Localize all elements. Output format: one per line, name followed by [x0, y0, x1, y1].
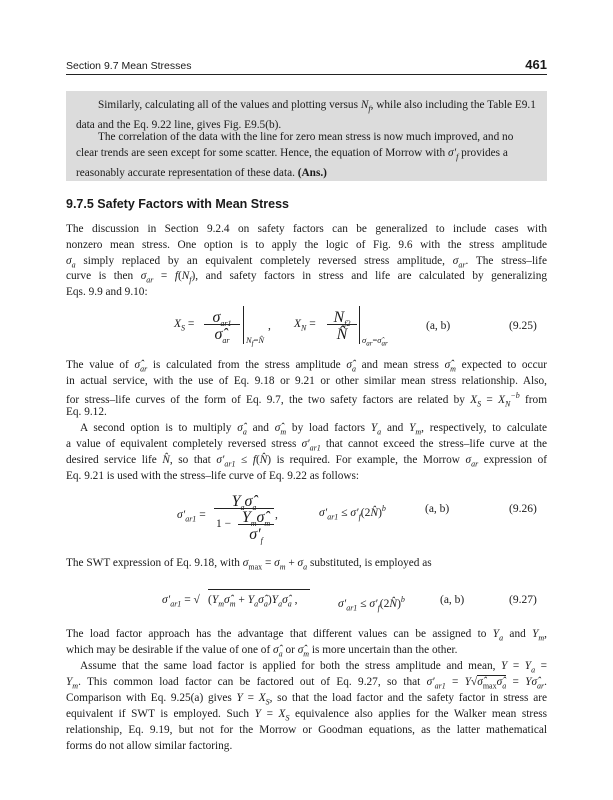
eq925-lhs-b: $X_N$ =: [294, 318, 316, 333]
eq927-radicand: ($Y_m\sigmâ_m$ + $Y_a\sigmâ_a)Y_a\sigmâ_a$ ,: [208, 594, 298, 609]
eq925-eval-bar-a: [243, 306, 244, 344]
para5-line-3: Comparison with Eq. 9.25(a) gives $Y = X_S$, so that the load factor and the safety factor in stress are: [66, 692, 547, 707]
section-label: Section 9.7 Mean Stresses: [66, 60, 192, 72]
eq926-inner-num: $Y_m\sigmâ_m$: [241, 509, 271, 529]
para1-line-1: The discussion in Section 9.2.4 on safety factors can be generalized to include cases with: [66, 223, 547, 235]
para1-line-4: curve is then $\sigma_{ar} = f(N_f)$, and safety factors in stress and life are calculated by generalizing: [66, 270, 547, 285]
eq925-bar-b: [327, 324, 357, 325]
para4-line-1: The load factor approach has the advantage that different values can be assigned to $Y_a$ and $Y_m$,: [66, 628, 547, 643]
para5-line-4: equivalent if SWT is employed. Such $Y = X_S$ equivalence also applies for the Walker mean stress: [66, 708, 547, 723]
eq925-num-b: $N_{f2}$: [333, 309, 351, 329]
running-header: [66, 58, 547, 72]
swt-line: The SWT expression of Eq. 9.18, with $\sigma_{max} = \sigma_m + \sigma_a$ substituted, is employed as: [66, 557, 432, 572]
eq925-comma: ,: [268, 320, 271, 332]
eq926-rhs: $\sigma'_{ar1}$ ≤ $\sigma'_f(2N̂)^b$: [319, 504, 386, 522]
para2-line-3: for stress–life curves of the form of Eq. 9.7, the two safety factors are related by $X_S = X_N^{-b}$ from: [66, 391, 547, 409]
para5-line-5: relationship, Eq. 9.19, but not for the Morrow or Goodman equations, as the latter mathematical: [66, 724, 547, 736]
eq927-rhs: $\sigma'_{ar1}$ ≤ $\sigma'_f(2N̂)^b$: [338, 595, 405, 613]
para2-line-2: in actual service, with the use of Eq. 9.18 or 9.21 or other similar mean stress relationship. Also,: [66, 375, 547, 387]
example-box: [66, 91, 547, 181]
page-number: 461: [525, 57, 547, 72]
para5-line-1: Assume that the same load factor is applied for both the stress amplitude and mean, $Y = Y_a$ =: [80, 660, 547, 675]
eq925-eval-b: $\sigma_{ar}=\sigmâ_{ar}$: [362, 335, 388, 348]
eq926-inner-den: $\sigma'_f$: [249, 526, 263, 546]
para5-line-2: $Y_m$. This common load factor can be factored out of Eq. 9.27, so that $\sigma'_{ar1}$ = $Y√\sigmâ_{max}\sigmâ_a$ = $Y\sigmâ_{ar}$.: [66, 676, 547, 691]
eq926-lhs: $\sigma'_{ar1}$ =: [177, 509, 206, 524]
para3-line-2: a value of equivalent completely reversed stress $\sigma'_{ar1}$ that cannot exceed the stress–life curve at the: [66, 438, 547, 453]
para1-line-5: Eqs. 9.9 and 9.10:: [66, 286, 148, 298]
para5-line-6: forms do not allow similar factoring.: [66, 740, 233, 752]
header-rule: [66, 74, 547, 75]
eq925-eval-bar-b: [359, 306, 360, 344]
para3-line-3: desired service life N̂, so that $\sigma'_{ar1}$ ≤ f(N̂) is required. For example, the Morrow $\sigma_{ar}$ expression of: [66, 454, 548, 469]
box-paragraph-1: Similarly, calculating all of the values and plotting versus $N_f$, while also including the Table E9.1 data and the Eq. 9.22 line, gives Fig. E9.5(b).: [76, 99, 536, 132]
eq925-den-b: N̂: [336, 326, 348, 343]
para1-line-3: $\sigma_a$ simply replaced by an equivalent completely reversed stress amplitude, $\sigma_{ar}$. The stress–life: [66, 255, 547, 270]
section-title: 9.7.5 Safety Factors with Mean Stress: [66, 197, 290, 211]
eq927-sqrt-bar: [208, 589, 310, 590]
eq925-tag: (a, b): [426, 320, 451, 332]
eq925-num-a: $\sigma_{ar1}$: [212, 309, 232, 329]
eq925-bar-a: [204, 324, 240, 325]
para1-line-2: nonzero mean stress. One option is to apply the logic of Fig. 9.6 with the stress amplitude: [66, 239, 547, 251]
eq926-num: $Y_a\sigmâ_a$: [231, 493, 257, 513]
para2-line-4: Eq. 9.12.: [66, 406, 107, 418]
eq925-number: (9.25): [509, 320, 537, 332]
eq926-one-minus: 1 −: [216, 518, 232, 530]
para4-line-2: which may be desirable if the value of one of $\sigmâ_a$ or $\sigmâ_m$ is more uncertain than the other.: [66, 644, 458, 659]
eq925-eval-a: $N_f=N̂$: [246, 335, 265, 348]
para3-line-1: A second option is to multiply $\sigmâ_a$ and $\sigmâ_m$ by load factors $Y_a$ and $Y_m$, respectively, to calculate: [80, 422, 547, 437]
eq926-tag: (a, b): [425, 503, 450, 515]
eq926-inner-bar: [238, 524, 274, 525]
eq927-number: (9.27): [509, 594, 537, 606]
para3-line-4: Eq. 9.21 is used with the stress–life curve of Eq. 9.22 as follows:: [66, 470, 360, 482]
eq927-lhs: $\sigma'_{ar1}$ = √: [162, 594, 200, 609]
eq926-comma: ,: [275, 509, 278, 521]
para2-line-1: The value of $\sigmâ_{ar}$ is calculated from the stress amplitude $\sigmâ_a$ and mean stress $\sigmâ_m$ expected to occur: [66, 359, 547, 374]
eq926-number: (9.26): [509, 503, 537, 515]
eq927-tag: (a, b): [440, 594, 465, 606]
eq925-lhs-a: $X_S$ =: [174, 318, 195, 333]
eq925-den-a: $\sigmâ_{ar}$: [214, 326, 230, 346]
box-paragraph-2: The correlation of the data with the line for zero mean stress is now much improved, and no clear trends are seen except for some scatter. Hence, the equation of Morrow with $\sigma'_f$ provides a reasonably accurate representation of these data. (Ans.): [76, 131, 514, 180]
